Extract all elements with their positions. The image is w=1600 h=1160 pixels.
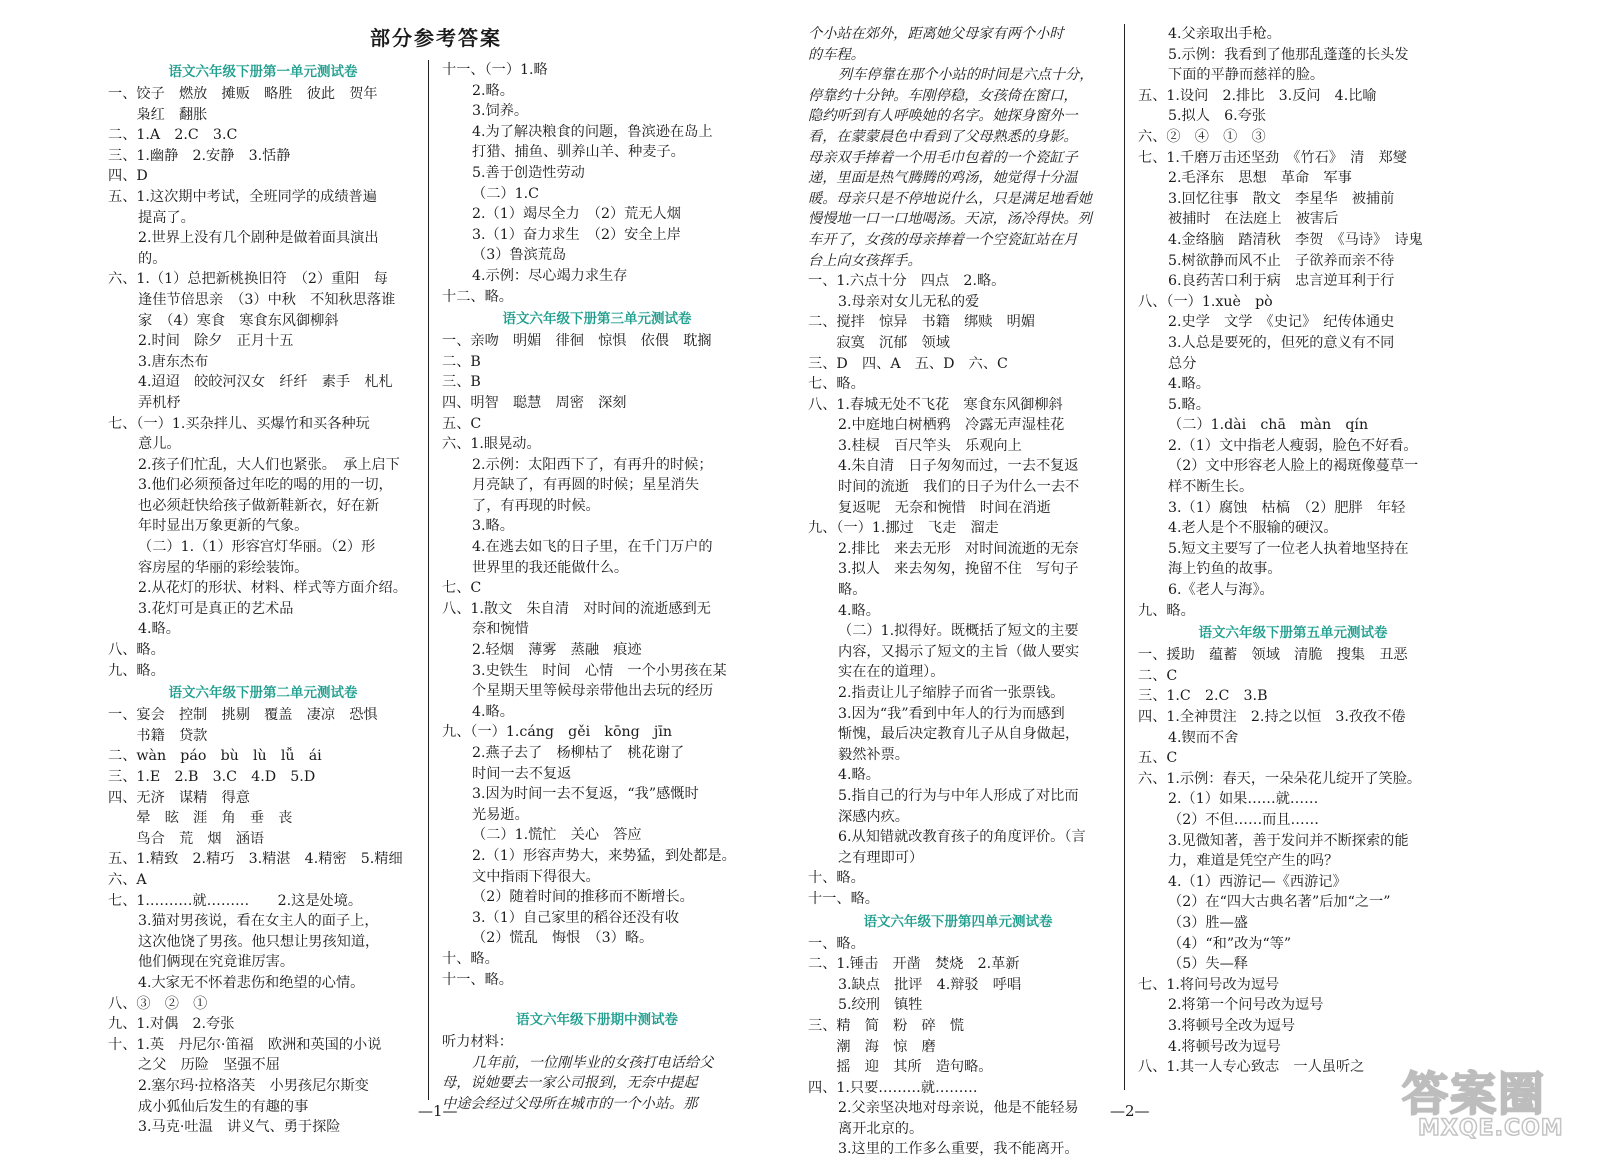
answer-line: （3）鲁滨荒岛 xyxy=(472,247,567,264)
section-heading: 语文六年级下册第四单元测试卷 xyxy=(863,913,1053,930)
answer-line: 七、1.………就……… 2.这是处境。 xyxy=(108,892,363,909)
section-heading: 语文六年级下册第五单元测试卷 xyxy=(1198,625,1388,642)
answer-line: 一、饺子 燃放 摊贩 略胜 彼此 贺年 xyxy=(108,86,378,102)
watermark-text: 答案圈 xyxy=(1402,1067,1546,1121)
answer-line: 4.锲而不舍 xyxy=(1168,729,1239,746)
answer-line: 惭愧，最后决定教育儿子从自身做起， xyxy=(838,726,1080,743)
answer-line: 2.略。 xyxy=(472,82,514,99)
answer-line: 3.史铁生 时间 心情 一个小男孩在某 xyxy=(472,662,727,679)
answer-line: 八、③ ② ① xyxy=(108,995,208,1012)
answer-line: 5.略。 xyxy=(1168,396,1210,413)
answer-line: 潮 海 惊 磨 xyxy=(808,1038,936,1055)
answer-line: 四、明智 聪慧 周密 深刻 xyxy=(442,394,627,411)
answer-line: 七、（一）1.买杂拌儿、买爆竹和买各种玩 xyxy=(108,415,370,432)
answer-line: 三、B xyxy=(442,374,481,391)
answer-line: 八、1.其一人专心致志 一人虽听之 xyxy=(1138,1059,1365,1076)
answer-line: 3.因为“我”看到中年人的行为而感到 xyxy=(838,705,1065,722)
answer-line: 2.轻烟 薄雾 蒸融 痕迹 xyxy=(472,642,642,659)
answer-line: 书籍 贷款 xyxy=(108,727,208,744)
answer-line: 二、C xyxy=(1138,667,1178,684)
column-divider xyxy=(428,60,429,1100)
answer-line: 3.略。 xyxy=(472,518,514,535)
section-heading: 语文六年级下册第二单元测试卷 xyxy=(168,685,358,702)
answer-line: （二）1.慌忙 关心 答应 xyxy=(472,827,642,844)
answer-line: 2.指责让儿子缩脖子而省一张票钱。 xyxy=(838,685,1065,701)
answer-line: 八、1.散文 朱自清 对时间的流逝感到无 xyxy=(442,600,711,617)
answer-line: 3.人总是要死的，但死的意义有不同 xyxy=(1168,334,1395,351)
answer-line: 4.为了解决粮食的问题，鲁滨逊在岛上 xyxy=(472,123,713,140)
answer-line: 文中指雨下得很大。 xyxy=(472,868,600,885)
answer-line: 车开了，女孩的母亲捧着一个空瓷缸站在月 xyxy=(808,231,1078,248)
answer-line: 逢佳节倍思亲 （3）中秋 不知秋思落谁 xyxy=(138,291,396,308)
answer-line: 3.（1）腐蚀 枯槁 （2）肥胖 年轻 xyxy=(1168,499,1406,516)
answer-line: 3.将顿号全改为逗号 xyxy=(1168,1017,1296,1034)
page-number-left: —1— xyxy=(418,1102,458,1120)
answer-line: 总分 xyxy=(1168,355,1197,372)
answer-line: 十、1.英 丹尼尔·笛福 欧洲和英国的小说 xyxy=(108,1036,382,1053)
answer-line: 4.在逃去如飞的日子里，在千门万户的 xyxy=(472,539,713,556)
answer-line: 月亮缺了，有再圆的时候；星星消失 xyxy=(472,477,700,494)
answer-line: 2.（1）文中指老人瘦弱，脸色不好看。 xyxy=(1168,437,1418,454)
answer-column-4 xyxy=(1138,24,1448,1084)
answer-line: 七、C xyxy=(442,580,482,597)
answer-line: 四、1.只要………就……… xyxy=(808,1079,978,1096)
answer-line: 晕 眩 涯 角 垂 丧 xyxy=(108,810,293,827)
answer-line: 2.将第一个问号改为逗号 xyxy=(1168,997,1324,1014)
answer-line: 十一、略。 xyxy=(808,890,879,907)
answer-line: 递，里面是热气腾腾的鸡汤，她觉得十分温 xyxy=(808,170,1078,187)
answer-line: （2）慌乱 悔恨 （3）略。 xyxy=(472,930,654,947)
answer-line: 2.示例：太阳西下了，有再升的时候； xyxy=(472,456,713,473)
answer-line: 2.燕子去了 杨柳枯了 桃花谢了 xyxy=(472,745,685,761)
answer-line: （3）胜—盛 xyxy=(1168,914,1248,931)
answer-line: （4）“和”改为“等” xyxy=(1168,935,1292,952)
answer-line: 4.老人是个不服输的硬汉。 xyxy=(1168,520,1338,537)
answer-line: 6.《老人与海》。 xyxy=(1168,582,1274,599)
answer-line: 九、（一）1.cáng gěi kōng jīn xyxy=(442,724,673,741)
answer-line: 年时显出万象更新的气象。 xyxy=(138,518,309,535)
answer-line: 3.饲养。 xyxy=(472,103,529,120)
answer-line: 二、wàn páo bù lù lǚ ái xyxy=(108,748,322,765)
answer-line: 六、② ④ ① ③ xyxy=(1138,128,1266,145)
answer-line: 4.略。 xyxy=(838,602,880,619)
answer-line: 十二、略。 xyxy=(442,288,513,305)
answer-line: 摇 迎 其所 造句略。 xyxy=(808,1059,993,1076)
answer-line: 十一、（一）1.略 xyxy=(442,62,548,78)
watermark-logo xyxy=(1398,1058,1588,1148)
answer-line: 的车程。 xyxy=(808,46,865,63)
answer-line: 4.大家无不怀着悲伤和绝望的心情。 xyxy=(138,974,365,991)
answer-line: 5.绞刑 镇牲 xyxy=(838,997,923,1014)
answer-line: 毅然补票。 xyxy=(838,746,909,763)
answer-line: 七、1.将问号改为逗号 xyxy=(1138,976,1280,993)
answer-line: 五、1.设问 2.排比 3.反问 4.比喻 xyxy=(1138,87,1377,104)
answer-line: 三、D 四、A 五、D 六、C xyxy=(808,355,1008,372)
answer-line: 2.时间 除夕 正月十五 xyxy=(138,333,294,350)
answer-line: 一、宴会 控制 挑剔 覆盖 凄凉 恐惧 xyxy=(108,707,378,724)
answer-line: 的。 xyxy=(138,250,167,267)
answer-line: 二、B xyxy=(442,353,481,370)
answer-line: 3.回忆往事 散文 李星华 被捕前 xyxy=(1168,190,1395,207)
answer-line: 六、A xyxy=(108,871,147,888)
answer-line: 母亲双手捧着一个用毛巾包着的一个瓷缸子 xyxy=(808,149,1078,166)
answer-column-3 xyxy=(808,24,1108,1158)
answer-line: 2.世界上没有几个剧种是做着面具演出 xyxy=(138,230,379,247)
answer-line: 3.他们必须预备过年吃的喝的用的一切， xyxy=(138,477,393,494)
answer-line: 2.（1）竭尽全力 （2）荒无人烟 xyxy=(472,206,681,223)
answer-line: 4.略。 xyxy=(472,703,514,720)
answer-line: 2.从花灯的形状、材料、样式等方面介绍。 xyxy=(138,580,407,597)
answer-line: 家 （4）寒食 寒食东风御柳斜 xyxy=(138,312,339,329)
answer-line: 八、略。 xyxy=(108,642,165,659)
answer-line: 6.从知错就改教育孩子的角度评价。（言 xyxy=(838,829,1086,846)
answer-line: 2.史学 文学 《史记》 纪传体通史 xyxy=(1168,314,1395,331)
answer-line: 3.因为时间一去不复返，“我”感慨时 xyxy=(472,786,699,803)
answer-line: 3.拟人 来去匆匆，挽留不住 写句子 xyxy=(838,561,1079,578)
answer-line: （二）1.（1）形容宫灯华丽。（2）形 xyxy=(138,539,376,556)
answer-line: 4.示例：尽心竭力求生存 xyxy=(472,267,628,284)
answer-line: 内容，又揭示了短文的主旨（做人要实 xyxy=(838,643,1080,660)
answer-line: 6.良药苦口利于病 忠言逆耳利于行 xyxy=(1168,273,1395,290)
answer-line: 4.略。 xyxy=(1168,376,1210,393)
answer-line: 样不断生长。 xyxy=(1168,479,1254,496)
answer-line: 十、略。 xyxy=(808,870,865,887)
answer-line: 5.示例：我看到了他那乱蓬蓬的长头发 xyxy=(1168,46,1409,63)
answer-line: 海上钓鱼的故事。 xyxy=(1168,561,1282,578)
answer-line: 3.猫对男孩说，看在女主人的面子上， xyxy=(138,913,379,930)
answer-line: 之有理即可） xyxy=(838,849,924,866)
answer-line: 4.金络脑 踏清秋 李贺 《马诗》 诗鬼 xyxy=(1168,231,1423,248)
answer-line: 五、1.这次期中考试，全班同学的成绩普遍 xyxy=(108,188,377,205)
answer-line: 时间一去不复返 xyxy=(472,765,572,782)
answer-line: 六、1.（1）总把新桃换旧符 （2）重阳 每 xyxy=(108,271,388,288)
page-number-right: —2— xyxy=(1110,1102,1150,1120)
answer-line: 一、亲吻 明媚 徘徊 惊惧 依偎 耽搁 xyxy=(442,333,712,350)
answer-line: 2.（1）形容声势大，来势猛，到处都是。 xyxy=(472,847,736,864)
page-title: 部分参考答案 xyxy=(370,26,502,50)
answer-line: 打猎、捕鱼、驯养山羊、种麦子。 xyxy=(472,144,685,161)
answer-line: 2.（1）如果……就…… xyxy=(1168,791,1319,808)
answer-line: 三、1.E 2.B 3.C 4.D 5.D xyxy=(108,769,316,785)
section-heading: 语文六年级下册期中测试卷 xyxy=(516,1012,678,1029)
answer-line: 5.短文主要写了一位老人执着地坚持在 xyxy=(1168,540,1409,557)
answer-line: 十、略。 xyxy=(442,950,499,967)
answer-line: 奈和惋惜 xyxy=(472,621,529,638)
answer-line: 二、1.A 2.C 3.C xyxy=(108,127,238,144)
answer-line: 七、略。 xyxy=(808,376,865,393)
answer-line: 下面的平静而慈祥的脸。 xyxy=(1168,67,1325,84)
section-heading: 语文六年级下册第三单元测试卷 xyxy=(502,311,692,328)
answer-column-2 xyxy=(442,60,752,1112)
answer-line: 也必须赶快给孩子做新鞋新衣，好在新 xyxy=(138,497,380,514)
answer-line: （二）1.dài chā màn qín xyxy=(1168,417,1369,434)
answer-line: 2.排比 来去无形 对时间流逝的无奈 xyxy=(838,540,1079,557)
answer-line: 复返呢 无奈和惋惜 时间在消逝 xyxy=(838,499,1051,516)
answer-line: 之父 历险 坚强不屈 xyxy=(138,1057,280,1074)
answer-line: 三、1.C 2.C 3.B xyxy=(1138,688,1268,705)
answer-line: 3.这里的工作多么重要，我不能离开。 xyxy=(838,1141,1079,1158)
answer-line: 鸟合 荒 烟 涵语 xyxy=(108,830,265,847)
answer-line: 5.指自己的行为与中年人形成了对比而 xyxy=(838,787,1079,804)
answer-line: 四、无济 谋精 得意 xyxy=(108,789,250,806)
answer-line: 5.树欲静而风不止 子欲养而亲不待 xyxy=(1168,252,1395,269)
column-divider xyxy=(1124,24,1125,1090)
answer-line: 停靠约十分钟。车刚停稳，女孩倚在窗口， xyxy=(808,87,1078,104)
answer-line: 几年前，一位刚毕业的女孩打电话给父 xyxy=(472,1054,714,1071)
answer-line: 3.桂棂 百尺竿头 乐观向上 xyxy=(838,437,1022,454)
answer-line: 三、精 简 粉 碎 慌 xyxy=(808,1017,965,1034)
answer-line: 九、略。 xyxy=(1138,602,1195,619)
section-heading: 语文六年级下册第一单元测试卷 xyxy=(168,64,358,80)
answer-line: 看，在蒙蒙晨色中看到了父母熟悉的身影。 xyxy=(808,128,1078,145)
answer-line: 了，有再现的时候。 xyxy=(472,497,600,514)
answer-line: 4.迢迢 皎皎河汉女 纤纤 素手 札札 xyxy=(138,374,393,391)
answer-line: 五、C xyxy=(1138,750,1178,767)
answer-line: 4.将顿号改为逗号 xyxy=(1168,1038,1281,1055)
answer-line: 四、1.全神贯注 2.持之以恒 3.孜孜不倦 xyxy=(1138,709,1406,725)
answer-line: 3.（1）自己家里的稻谷还没有收 xyxy=(472,909,680,926)
answer-line: 5.拟人 6.夸张 xyxy=(1168,108,1267,125)
answer-line: 成小狐仙后发生的有趣的事 xyxy=(138,1098,309,1115)
answer-line: （2）随着时间的推移而不断增长。 xyxy=(472,889,694,906)
answer-line: 慢慢地一口一口地喝汤。天凉，汤冷得快。列 xyxy=(808,211,1092,228)
answer-line: 4.父亲取出手枪。 xyxy=(1168,26,1281,42)
answer-line: 母，说她要去一家公司报到，无奈中提起 xyxy=(442,1075,698,1092)
answer-line: 提高了。 xyxy=(138,209,195,226)
answer-line: 七、1.千磨万击还坚劲 《竹石》 清 郑燮 xyxy=(1138,149,1407,166)
answer-line: 六、1.示例：春天，一朵朵花儿绽开了笑脸。 xyxy=(1138,770,1422,787)
answer-line: 寂寞 沉郁 领域 xyxy=(808,334,950,351)
answer-line: 三、1.幽静 2.安静 3.恬静 xyxy=(108,147,291,164)
answer-line: 4.（1）西游记—《西游记》 xyxy=(1168,873,1347,890)
answer-line: 被捕时 在法庭上 被害后 xyxy=(1168,211,1339,228)
answer-line: 八、1.春城无处不飞花 寒食东风御柳斜 xyxy=(808,396,1063,413)
answer-line: 一、略。 xyxy=(808,935,865,952)
answer-line: 弄机杼 xyxy=(138,394,181,411)
answer-line: 实在在的道理）。 xyxy=(838,664,945,681)
answer-line: 个小站在郊外，距离她父母家有两个小时 xyxy=(808,26,1064,42)
answer-line: 3.见微知著，善于发问并不断探索的能 xyxy=(1168,832,1409,849)
answer-line: 意儿。 xyxy=(138,436,181,453)
answer-line: 深感内疚。 xyxy=(838,808,909,825)
answer-line: 九、（一）1.挪过 飞走 溜走 xyxy=(808,520,999,537)
answer-line: 4.略。 xyxy=(838,767,880,784)
answer-line: （5）失—释 xyxy=(1168,956,1248,973)
answer-line: 力，难道是凭空产生的吗？ xyxy=(1168,853,1339,870)
answer-line: 列车停靠在那个小站的时间是六点十分， xyxy=(838,67,1094,84)
watermark-url: MXQE.COM xyxy=(1418,1116,1564,1141)
answer-line: 四、D xyxy=(108,168,148,185)
answer-line: 3.花灯可是真正的艺术品 xyxy=(138,600,294,617)
answer-line: 一、1.六点十分 四点 2.略。 xyxy=(808,273,1006,290)
answer-line: 离开北京的。 xyxy=(838,1120,924,1137)
answer-line: 3.母亲对女儿无私的爱 xyxy=(838,293,980,310)
answer-line: 暖。母亲只是不停地说什么，只是满足地看她 xyxy=(808,190,1092,207)
answer-line: 2.孩子们忙乱，大人们也紧张。 承上启下 xyxy=(138,456,400,473)
answer-line: 九、1.对偶 2.夸张 xyxy=(108,1016,235,1033)
answer-line: 2.父亲坚决地对母亲说，他是不能轻易 xyxy=(838,1100,1079,1117)
answer-line: 十一、略。 xyxy=(442,971,513,988)
answer-column-1 xyxy=(108,60,418,1136)
answer-line: 2.中庭地白树栖鸦 冷露无声湿桂花 xyxy=(838,417,1065,434)
answer-line: 个星期天里等候母亲带他出去玩的经历 xyxy=(472,683,714,700)
answer-line: 枭红 翻胀 xyxy=(108,106,208,123)
answer-line: 五、C xyxy=(442,415,482,432)
answer-line: 容房屋的华丽的彩绘装饰。 xyxy=(138,559,309,576)
answer-line: 略。 xyxy=(838,582,867,599)
answer-line: 台上向女孩挥手。 xyxy=(808,252,922,269)
answer-line: 时间的流逝 我们的日子为什么一去不 xyxy=(838,479,1080,496)
answer-line: 他们俩现在究竟谁厉害。 xyxy=(138,954,295,971)
answer-line: （2）在“四大古典名著”后加“之一” xyxy=(1168,894,1391,911)
answer-line: 3.缺点 批评 4.辩驳 呼唱 xyxy=(838,976,1022,993)
answer-line: 光易逝。 xyxy=(472,806,529,823)
answer-line: 九、略。 xyxy=(108,662,165,679)
answer-line: 中途会经过父母所在城市的一个小站。那 xyxy=(442,1095,698,1112)
answer-line: 2.塞尔玛·拉格洛芙 小男孩尼尔斯变 xyxy=(138,1077,369,1094)
answer-line: 八、（一）1.xuè pò xyxy=(1138,293,1273,310)
answer-line: （2）文中形容老人脸上的褐斑像蔓草一 xyxy=(1168,458,1419,475)
answer-line: 一、援助 蕴蓄 领域 清脆 搜集 丑恶 xyxy=(1138,647,1408,664)
answer-line: 二、1.锤击 开凿 焚烧 2.革新 xyxy=(808,956,1020,973)
answer-line: 隐约听到有人呼唤她的名字。她探身窗外一 xyxy=(808,108,1078,125)
answer-line: 二、搅拌 惊异 书籍 绑赎 明媚 xyxy=(808,314,1036,331)
answer-line: （二）1.C xyxy=(472,185,539,202)
answer-line xyxy=(442,990,752,1008)
answer-line: 4.略。 xyxy=(138,621,180,638)
answer-line: （二）1.拟得好。既概括了短文的主要 xyxy=(838,623,1079,640)
answer-line: 听力材料： xyxy=(442,1034,513,1051)
answer-line: 2.毛泽东 思想 革命 军事 xyxy=(1168,170,1352,187)
answer-line: 4.朱自清 日子匆匆而过，一去不复返 xyxy=(838,458,1079,475)
answer-line: 六、1.眼晃动。 xyxy=(442,436,541,453)
answer-line: 世界里的我还能做什么。 xyxy=(472,559,629,576)
answer-line: （2）不但……而且…… xyxy=(1168,811,1319,828)
answer-line: 五、1.精致 2.精巧 3.精湛 4.精密 5.精细 xyxy=(108,851,403,868)
answer-line: 3.马克·吐温 讲义气、勇于探险 xyxy=(138,1119,341,1136)
answer-line: 3.（1）奋力求生 （2）安全上岸 xyxy=(472,226,681,243)
answer-line: 3.唐东杰布 xyxy=(138,353,209,370)
answer-line: 这次他饶了男孩。他只想让男孩知道， xyxy=(138,933,380,950)
answer-line: 5.善于创造性劳动 xyxy=(472,164,585,181)
